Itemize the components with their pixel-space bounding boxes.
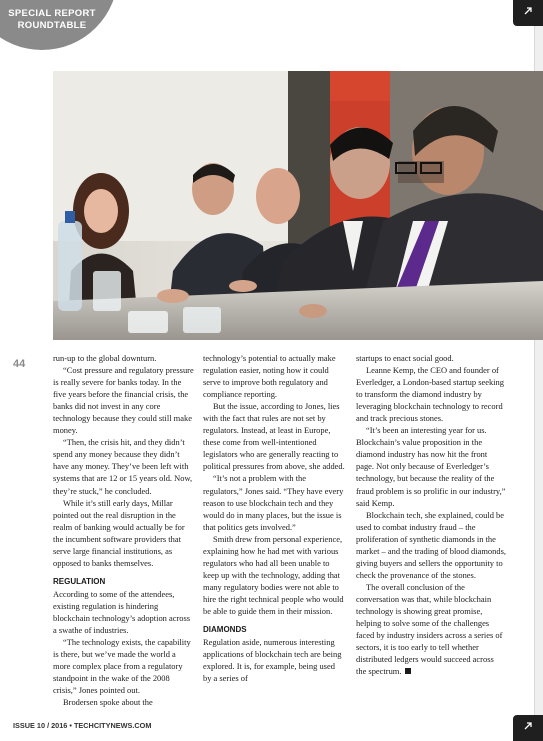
paragraph: “Cost pressure and regulatory pressure is really severe for banks today. In the five years before the financial crisis, the banks did not invest in any core technology because they could still make money. <box>53 365 194 436</box>
article-column-2 <box>203 352 345 684</box>
article-column-3 <box>356 352 506 677</box>
footer: ISSUE 10 / 2016 • TECHCITYNEWS.COM <box>13 721 152 730</box>
paragraph: According to some of the attendees, existing regulation is hindering blockchain technology’s adoption across a swathe of industries. <box>53 588 191 635</box>
section-heading-regulation: REGULATION <box>53 576 106 586</box>
chevron-icon <box>523 721 533 731</box>
paragraph: Blockchain tech, she explained, could be used to combat industry fraud – the proliferation of synthetic diamonds in the market – and the trading of blood diamonds, giving buyers and sellers the opportunity to check the provenance of the stones. <box>356 509 506 580</box>
paragraph: While it’s still early days, Millar pointed out the real disruption in the realm of banking would actually be for the incumbent software providers that serve large financial institutions, as opposed to banks themselves. <box>53 497 185 568</box>
paragraph-text: The overall conclusion of the conversation was that, while blockchain technology is showing great promise, helping to solve some of the challenges faced by industry insiders across a series of sectors, it is too early to tell whether distributed ledgers would succeed across the spectrum. <box>356 581 503 677</box>
paragraph: “It’s been an interesting year for us. Blockchain’s value proposition in the diamond industry has now hit the front page. Not only because of Everledger’s technology, but because the reality of the fraud problem is so prolific in our industry,” said Kemp. <box>356 425 506 508</box>
paragraph: But the issue, according to Jones, lies with the fact that rules are not set by regulators. Instead, at least in Europe, these come from well-intentioned legislators who are generally reacting to political pressures from above, she added. <box>203 401 345 472</box>
paragraph-final <box>356 581 506 677</box>
paragraph: “Then, the crisis hit, and they didn’t spend any money because they didn’t have any money. They’ve been left with systems that are 12 or 15 years old. Now, they’re stuck,” he concluded. <box>53 437 193 496</box>
section-badge <box>0 0 118 50</box>
chevron-icon <box>523 6 533 16</box>
article-column-1 <box>53 352 195 712</box>
roundtable-photo-image <box>53 71 543 340</box>
section-label-line2: ROUNDTABLE <box>17 20 87 31</box>
paragraph: Smith drew from personal experience, explaining how he had met with various regulators who had all been unable to keep up with the technology, adding that many regulatory bodies were not able to hire the right technical people who would be able to guide them in their mission. <box>203 533 344 616</box>
paragraph: “It’s not a problem with the regulators,” Jones said. “They have every reason to use blockchain tech and they would do in many places, but the issue is that politics gets involved.” <box>203 473 344 532</box>
paragraph: Brodersen spoke about the <box>63 697 153 708</box>
paragraph: startups to enact social good. <box>356 353 454 363</box>
roundtable-photo <box>53 71 543 340</box>
prev-page-corner[interactable] <box>513 715 543 741</box>
paragraph: Leanne Kemp, the CEO and founder of Everledger, a London-based startup seeking to transform the diamond industry by leveraging blockchain technology to record and track precious stones. <box>356 365 504 424</box>
section-label-line1: SPECIAL REPORT <box>8 8 96 19</box>
end-mark-icon <box>405 668 411 674</box>
paragraph: run-up to the global downturn. <box>53 353 157 363</box>
page-number: 44 <box>13 358 26 370</box>
paragraph: “The technology exists, the capability is there, but we’ve made the world a more complex place from a regulatory standpoint in the wake of the 2008 crisis,” Jones pointed out. <box>53 637 191 696</box>
paragraph: Regulation aside, numerous interesting applications of blockchain tech are being explored. It is, for example, being used by a series of <box>203 637 342 684</box>
paragraph: technology’s potential to actually make regulation easier, noting how it could serve to improve both regulatory and compliance reporting. <box>203 353 336 400</box>
section-heading-diamonds: DIAMONDS <box>203 625 247 635</box>
next-page-corner[interactable] <box>513 0 543 26</box>
